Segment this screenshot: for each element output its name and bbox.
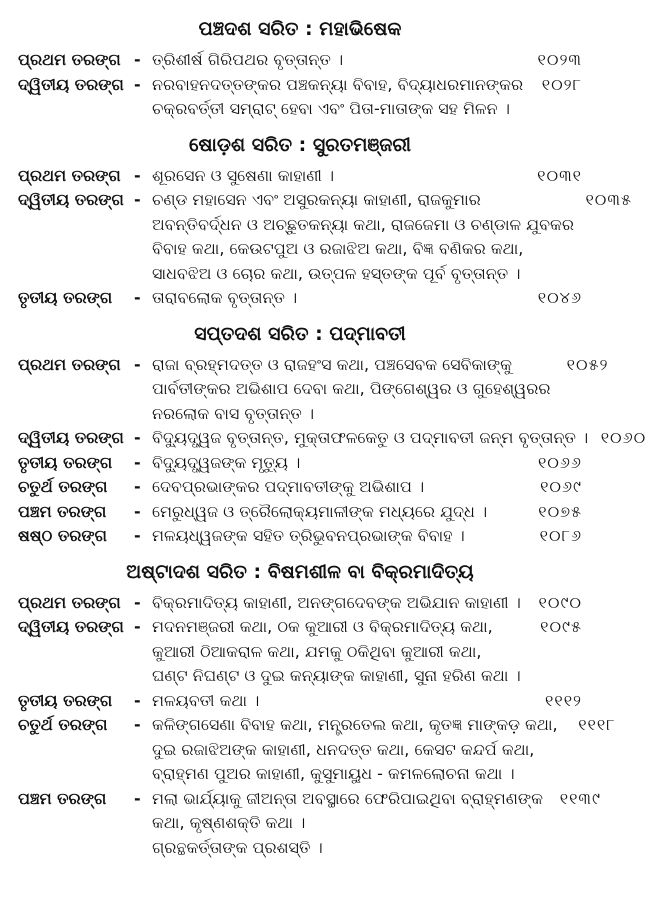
page-number: ୧୦୨୮ [541,74,582,94]
page-number: ୧୦୬୬ [537,452,582,472]
toc-entry [18,615,582,689]
entry-description [152,615,524,689]
description-line: ମଦନମଞ୍ଜରୀ କଥା, ଠକ କୁଆରୀ ଓ ବିକ୍ରମାଦିତ୍ୟ କଥା, [152,617,493,636]
description-line: କୁଆରୀ ଠିଆକରାଳ କଥା, ଯମକୁ ଠକିଥିବା କୁଆରୀ କଥା, [152,641,482,661]
entry-description [152,689,524,714]
section-title: ପଞ୍ଚଦଶ ସରିତ : ମହାଭିଷେକ [198,18,402,40]
dash-separator: - [134,501,141,521]
description-line: ବିଦ୍ୟୁଦ୍ଧ୍ୱଜ ବୃତ୍ତାନ୍ତ, ମୁକ୍ତାଫଳକେତୁ ଓ ପଦ୍ମାବତୀ ଜନ୍ମ ବୃତ୍ତାନ୍ତ । [152,428,589,447]
wave-label: ପଞ୍ଚମ ତରଙ୍ଗ [18,501,107,521]
description-line: ଦୁଇ ରଜାଝିଅଙ୍କ କାହାଣୀ, ଧନଦତ୍ତ କଥା, କେସଟ କନ୍ଦର୍ପ କଥା, [152,739,535,759]
description-line: ଚଣ୍ଡ ମହାସେନ ଏବଂ ଅସୁରକନ୍ୟା କାହାଣୀ, ରାଜକୁମାର [152,190,481,209]
description-line: ଗ୍ରନ୍ଥକର୍ତ୍ତାଙ୍କ ପ୍ରଶସ୍ତି । [152,837,323,857]
dash-separator: - [134,165,141,185]
toc-entry [18,188,632,286]
page-number: ୧୦୯୦ [538,592,582,612]
entry-description [152,475,524,500]
description-line: ଅବନ୍ତିବର୍ଦ୍ଧନ ଓ ଅଚ୍ଛୁତକନ୍ୟା କଥା, ରାଜଜେମା ଓ ଚଣ୍ଡାଳ ଯୁବକର [152,214,574,234]
section-gap [18,311,582,317]
section-gap [18,549,582,555]
toc-entry [18,286,582,311]
page-number: ୧୦୬୯ [540,477,582,496]
toc-entry [18,591,582,616]
wave-label: ପ୍ରଥମ ତରଙ୍ଗ [18,592,121,612]
description-line: ତାରାବଲୋକ ବୃତ୍ତାନ୍ତ । [152,288,298,307]
page-number: ୧୦୪୬ [537,288,582,307]
dash-separator: - [134,477,141,496]
description-line: ଦେବପ୍ରଭାଙ୍କର ପଦ୍ମାବତୀଙ୍କୁ ଅଭିଶାପ । [152,477,425,496]
entry-description [152,48,524,73]
entry-description [152,713,558,787]
entry-description [152,353,551,427]
wave-label: ତୃତୀୟ ତରଙ୍ଗ [18,452,113,472]
toc-entry [18,689,582,714]
entry-description [152,286,524,311]
description-line: ନରଲୋକ ବାସ ବୃତ୍ତାନ୍ତ । [152,403,315,423]
toc-entry [18,73,582,122]
section-title: ସପ୍ତଦଶ ସରିତ : ପଦ୍ମାବତୀ [194,322,406,345]
section-title: ଅଷ୍ଟାଦଶ ସରିତ : ବିଷମଶୀଳ ବା ବିକ୍ରମାଦିତ୍ୟ [126,560,474,583]
wave-label: ଦ୍ୱିତୀୟ ତରଙ୍ଗ [18,428,124,447]
wave-label: ଦ୍ୱିତୀୟ ତରଙ୍ଗ [18,74,124,94]
toc-body [18,16,646,860]
description-line: ଚକ୍ରବର୍ତ୍ତୀ ସମ୍ରାଟ୍ ହେବା ଏବଂ ପିତା-ମାତାଙ୍କ ସହ ମିଳନ । [152,99,510,118]
page-number: ୧୦୩୫ [585,190,632,209]
description-line: ରାଜା ବ୍ରହ୍ମଦତ୍ତ ଓ ରାଜହଂସ କଥା, ପଞ୍ଚସେବକ ସେବିକାଙ୍କୁ [152,354,513,374]
toc-entry [18,475,582,500]
entry-description [152,426,588,451]
description-line: ତ୍ରିଶୀର୍ଷ ଗିରିପଥର ବୃତ୍ତାନ୍ତ । [152,50,344,69]
entry-description [152,524,524,549]
toc-entry [18,524,582,549]
wave-label: ତୃତୀୟ ତରଙ୍ଗ [18,690,113,710]
entry-description [152,500,524,525]
wave-label: ଚତୁର୍ଥ ତରଙ୍ଗ [18,477,108,496]
page-number: ୧୦୯୫ [540,617,582,636]
page-number: ୧୧୧୨ [545,690,582,710]
description-line: କଳିଙ୍ଗସେଣା ବିବାହ କଥା, ମନ୍ତ୍ରତେଲ କଥା, କୃତଜ୍ଞ ମାଙ୍କଡ଼ କଥା, [152,715,558,734]
description-line: ଘଣ୍ଟ ନିଘଣ୍ଟ ଓ ଦୁଇ କନ୍ୟାଙ୍କ କାହାଣୀ, ସୁନା ହରିଣ କଥା । [152,666,521,685]
dash-separator: - [134,50,141,69]
dash-separator: - [134,690,141,710]
dash-separator: - [134,788,141,808]
wave-label: ଷଷ୍ଠ ତରଙ୍ଗ [18,526,107,545]
page-number: ୧୧୧୮ [578,715,616,734]
page-number: ୧୦୬୦ [600,428,646,447]
entry-description [152,188,574,286]
page-number: ୧୦୩୧ [537,165,582,185]
dash-separator: - [134,288,141,307]
dash-separator: - [134,452,141,472]
toc-entry [18,787,601,861]
entry-description [152,164,524,189]
dash-separator: - [134,354,141,374]
description-line: ସାଧବଝିଅ ଓ ଚୋର କଥା, ଉତ୍ପଳ ହସ୍ତଙ୍କ ପୂର୍ବ ବୃତ୍ତାନ୍ତ । [152,263,521,283]
entry-description [152,591,524,616]
description-line: ବ୍ରାହ୍ମଣ ପୁଅର କାହାଣୀ, କୁସୁମାୟୁଧ - କମଳଲୋଚନା କଥା । [152,764,515,783]
entry-description [152,451,524,476]
toc-entry [18,426,646,451]
dash-separator: - [134,592,141,612]
dash-separator: - [134,428,141,447]
wave-label: ପ୍ରଥମ ତରଙ୍ଗ [18,50,121,69]
entry-description [152,73,524,122]
dash-separator: - [134,74,141,94]
description-line: କଥା, କୃଷ୍ଣଶକ୍ତି କଥା । [152,813,306,832]
description-line: ବିକ୍ରମାଦିତ୍ୟ କାହାଣୀ, ଅନଙ୍ଗଦେବଙ୍କ ଅଭିଯାନ କାହାଣୀ । [152,592,521,612]
wave-label: ତୃତୀୟ ତରଙ୍ଗ [18,288,113,307]
section-title: ଷୋଡ଼ଶ ସରିତ : ସୁରତମଞ୍ଜରୀ [189,133,411,156]
description-line: ବିବାହ କଥା, କେଉଟପୁଅ ଓ ରଜାଝିଅ କଥା, ବିଜ୍ଞ ବଣିକର କଥା, [152,239,524,258]
wave-label: ପ୍ରଥମ ତରଙ୍ଗ [18,165,121,185]
dash-separator: - [134,526,141,545]
toc-entry [18,713,616,787]
toc-entry [18,451,582,476]
section-gap [18,122,582,128]
toc-entry [18,164,582,189]
description-line: ମଳୟବତୀ କଥା । [152,690,260,710]
page-number: ୧୦୮୬ [539,526,582,545]
description-line: ମଳୟଧ୍ୱଜଙ୍କ ସହିତ ତ୍ରିଭୁବନପ୍ରଭାଙ୍କ ବିବାହ । [152,526,465,545]
description-line: ପାର୍ବତୀଙ୍କର ଅଭିଶାପ ଦେବା କଥା, ପିଙ୍ଗେଶ୍ୱର ଓ ଗୁହେଶ୍ୱରର [152,379,551,398]
entry-description [152,787,543,861]
wave-label: ପ୍ରଥମ ତରଙ୍ଗ [18,354,121,374]
wave-label: ଚତୁର୍ଥ ତରଙ୍ଗ [18,715,108,734]
description-line: ନରବାହନଦତ୍ତଙ୍କର ପଞ୍ଚକନ୍ୟା ବିବାହ, ବିଦ୍ୟାଧରମାନଙ୍କର [152,74,524,94]
dash-separator: - [134,617,141,636]
page-number: ୧୧୩୯ [559,788,601,808]
dash-separator: - [134,190,141,209]
description-line: ମେରୁଧ୍ୱଜ ଓ ତ୍ରୈଲୋକ୍ୟମାଳୀଙ୍କ ମଧ୍ୟରେ ଯୁଦ୍ଧ । [152,501,488,521]
wave-label: ପଞ୍ଚମ ତରଙ୍ଗ [18,788,107,808]
toc-entry [18,353,609,427]
description-line: ବିଦ୍ୟୁଦ୍ଧ୍ୱଜଙ୍କ ମୃତ୍ୟୁ । [152,452,301,472]
wave-label: ଦ୍ୱିତୀୟ ତରଙ୍ଗ [18,617,124,636]
page-number: ୧୦୨୩ [537,50,582,69]
description-line: ମଲା ଭାର୍ଯ୍ୟାକୁ ଜୀଅନ୍ତା ଅବସ୍ଥାରେ ଫେରିପାଇଥିବା ବ୍ରାହ୍ମଣଙ୍କ [152,788,543,808]
page-number: ୧୦୭୫ [538,501,582,521]
toc-entry [18,48,582,73]
page-number: ୧୦୫୨ [566,354,609,374]
description-line: ଶୂରସେନ ଓ ସୁଷେଣା କାହାଣୀ । [152,165,335,185]
wave-label: ଦ୍ୱିତୀୟ ତରଙ୍ଗ [18,190,124,209]
dash-separator: - [134,715,141,734]
toc-entry [18,500,582,525]
